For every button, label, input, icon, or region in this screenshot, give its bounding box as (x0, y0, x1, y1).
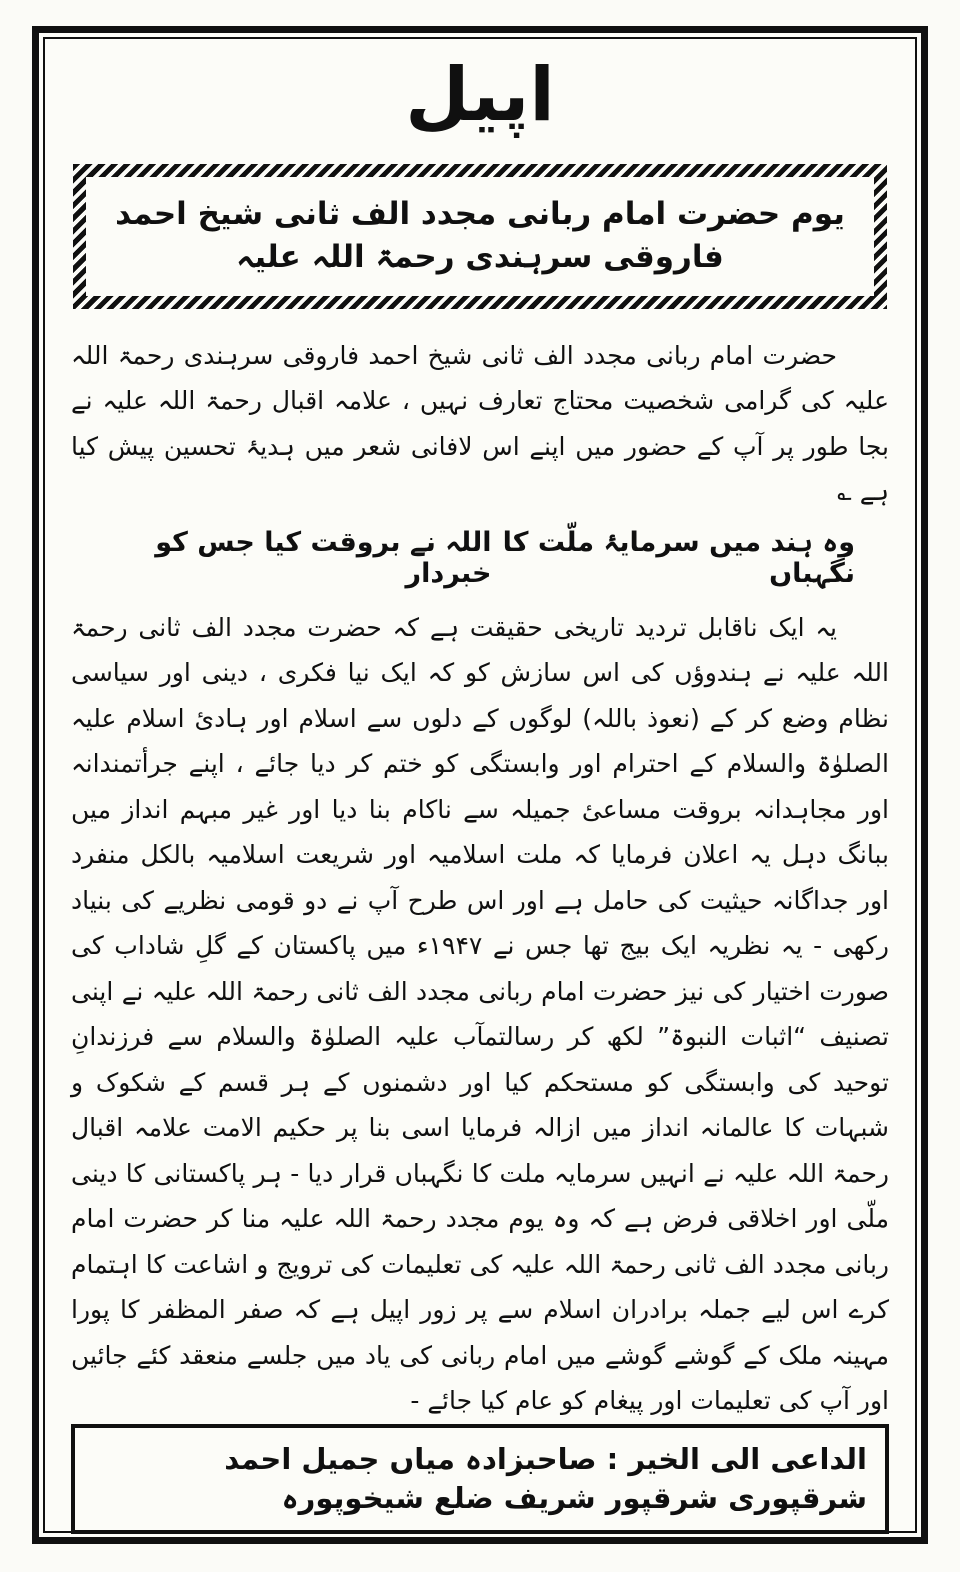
verse-couplet (71, 515, 889, 591)
footer-signature-text: الداعی الی الخیر : صاحبزادہ میاں جمیل احمد شرقپوری شرقپور شریف ضلع شیخوپورہ (224, 1441, 867, 1516)
header-box-text: یوم حضرت امام ربانی مجدد الف ثانی شیخ احمد فاروقی سرہندی رحمۃ اللہ علیہ (115, 196, 845, 276)
verse-second-hemistich: اللہ نے بروقت کیا جس کو خبردار (155, 526, 492, 589)
body-paragraph: یہ ایک ناقابل تردید تاریخی حقیقت ہے کہ حضرت مجدد الف ثانی رحمۃ اللہ علیہ نے ہندوؤں کی اس سازش کو کہ ایک نیا فکری ، دینی اور سیاسی نظام وضع کر کے (نعوذ باللہ) لوگوں کے دلوں سے اسلام اور ہادیٔ اسلام علیہ الصلوٰۃ والسلام کے احترام اور وابستگی کو ختم کر دیا جائے ، اپنے جرأتمندانہ اور مجاہدانہ بروقت مساعیٔ جمیلہ سے ناکام بنا دیا اور غیر مبہم انداز میں ببانگ دہل یہ اعلان فرمایا کہ ملت اسلامیہ اور شریعت اسلامیہ بالکل منفرد اور جداگانہ حیثیت کی حامل ہے اور اس طرح آپ نے دو قومی نظریے کی بنیاد رکھی - یہ نظریہ ایک بیج تھا جس نے ۱۹۴۷ء میں پاکستان کے گلِ شاداب کی صورت اختیار کی نیز حضرت امام ربانی مجدد الف ثانی رحمۃ اللہ علیہ نے اپنی تصنیف “اثبات النبوۃ” لکھ کر رسالتمآب علیہ الصلوٰۃ والسلام سے فرزندانِ توحید کی وابستگی کو مستحکم کیا اور دشمنوں کے ہر قسم کے شکوک و شبہات کا عالمانہ انداز میں ازالہ فرمایا اسی بنا پر حکیم الامت علامہ اقبال رحمۃ اللہ علیہ نے انہیں سرمایہ ملت کا نگہباں قرار دیا - ہر پاکستانی کا دینی ملّی اور اخلاقی فرض ہے کہ وہ یوم مجدد رحمۃ اللہ علیہ منا کر حضرت امام ربانی مجدد الف ثانی رحمۃ اللہ علیہ کی تعلیمات کی ترویج و اشاعت کا اہتمام کرے اس لیے جملہ برادران اسلام سے پر زور اپیل ہے کہ صفر المظفر کا پورا مہینہ ملک کے گوشے گوشے میں امام ربانی کی یاد میں جلسے منعقد کئے جائیں اور آپ کی تعلیمات اور پیغام کو عام کیا جائے - (71, 612, 889, 1416)
page-title: اپیل (405, 52, 555, 138)
header-box (73, 164, 887, 309)
verse-first-hemistich: وہ ہند میں سرمایۂ ملّت کا نگہباں (502, 526, 855, 589)
intro-paragraph: حضرت امام ربانی مجدد الف ثانی شیخ احمد فاروقی سرہندی رحمۃ اللہ علیہ کی گرامی شخصیت محتاج تعارف نہیں ، علامہ اقبال رحمۃ اللہ علیہ نے بجا طور پر آپ کے حضور میں اپنے اس لافانی شعر میں ہدیۂ تحسین پیش کیا ہے ؎ (71, 340, 889, 507)
document-frame (32, 26, 928, 1544)
footer-strip (71, 1424, 889, 1534)
document-inner-frame (43, 37, 917, 1533)
